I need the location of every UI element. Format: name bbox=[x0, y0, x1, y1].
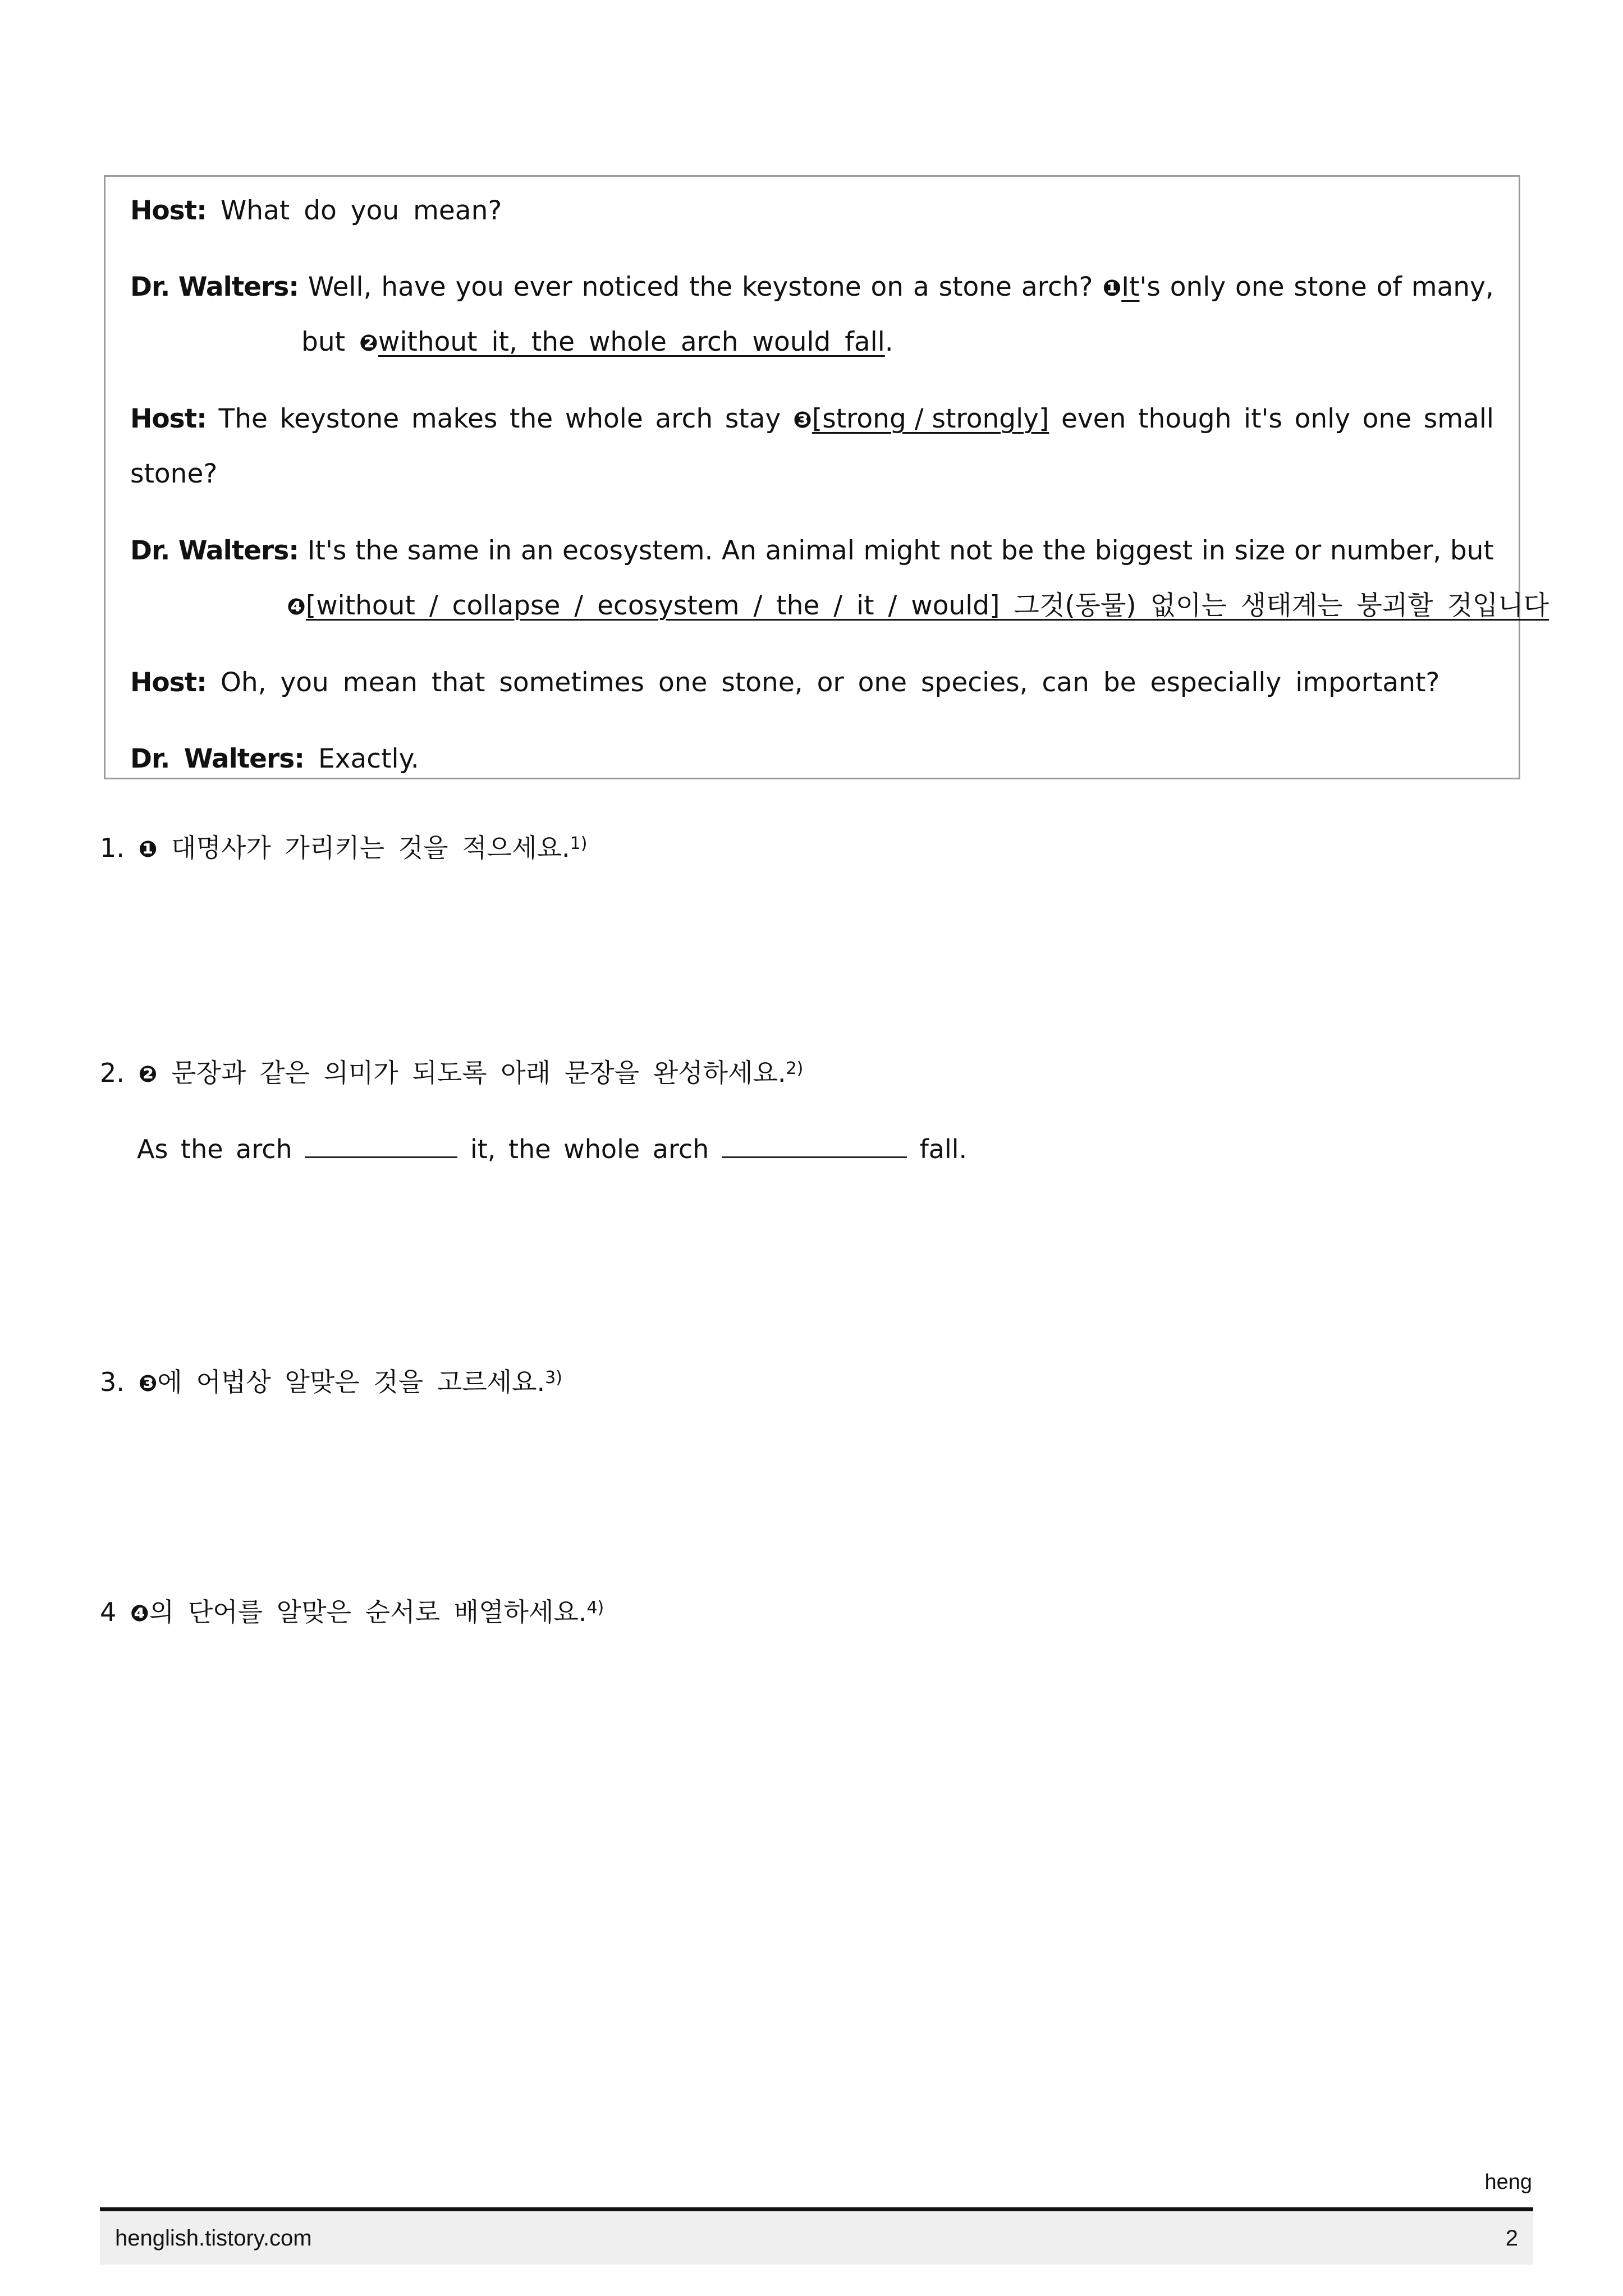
dialogue-line-7 bbox=[287, 589, 1549, 624]
dialogue-word: only bbox=[1294, 403, 1351, 434]
dialogue-line-9 bbox=[130, 742, 1494, 776]
dialogue-word: small bbox=[1423, 403, 1494, 434]
choice-bracket: [strong / strongly] bbox=[812, 403, 1049, 434]
dialogue-word: not bbox=[949, 535, 993, 566]
footnote-ref: 3) bbox=[545, 1368, 562, 1388]
dialogue-word: makes bbox=[411, 403, 498, 434]
underlined-pronoun: It bbox=[1121, 272, 1140, 302]
question-number: 2. bbox=[100, 1058, 125, 1088]
dialogue-word: arch bbox=[655, 403, 713, 434]
dialogue-word: you bbox=[455, 272, 504, 302]
speaker-host: Host: bbox=[130, 195, 207, 226]
question-number: 3. bbox=[100, 1367, 125, 1397]
dialogue-word: stone bbox=[1294, 272, 1367, 302]
dialogue-word: keystone bbox=[279, 403, 400, 434]
dialogue-word: but bbox=[1450, 535, 1494, 566]
footnote-ref: 4) bbox=[586, 1598, 604, 1618]
dialogue-word: biggest bbox=[1094, 535, 1193, 566]
dialogue-word: one bbox=[1362, 403, 1412, 434]
dialogue-word: a bbox=[913, 272, 929, 302]
question-number: 1. bbox=[100, 833, 125, 863]
dialogue-word: only bbox=[1170, 272, 1226, 302]
question-2 bbox=[100, 1052, 803, 1091]
underlined-phrase: without it, the whole arch would fall bbox=[378, 327, 885, 357]
footer-divider bbox=[100, 2207, 1533, 2211]
dialogue-word: stone bbox=[938, 272, 1012, 302]
dialogue-word: whole bbox=[565, 403, 643, 434]
circled-number-2: ❷ bbox=[138, 1062, 158, 1087]
dialogue-line-4 bbox=[130, 402, 1494, 437]
footnote-ref: 2) bbox=[786, 1059, 804, 1078]
dialogue-line-8 bbox=[130, 666, 1494, 700]
question-3 bbox=[100, 1361, 562, 1400]
dialogue-word: size bbox=[1234, 535, 1286, 566]
question-text: 의 단어를 알맞은 순서로 배열하세요. bbox=[149, 1597, 587, 1627]
speaker-host: Host: bbox=[130, 667, 207, 698]
dialogue-word: Well, bbox=[308, 272, 372, 302]
footer-site-link[interactable]: henglish.tistory.com bbox=[115, 2226, 312, 2251]
dialogue-line-6 bbox=[130, 534, 1494, 568]
dialogue-text: Oh, you mean that sometimes one stone, or one species, can be especially important? bbox=[220, 667, 1440, 698]
dialogue-word: many, bbox=[1411, 272, 1494, 302]
question-text: 대명사가 가리키는 것을 적으세요. bbox=[171, 833, 570, 863]
dialogue-word: it's bbox=[1244, 403, 1282, 434]
answer-sentence bbox=[137, 1129, 967, 1166]
answer-text: fall. bbox=[919, 1134, 968, 1164]
dialogue-word: number, bbox=[1329, 535, 1442, 566]
circled-number-4: ❹ bbox=[130, 1601, 149, 1627]
footer-tag: heng bbox=[1484, 2170, 1532, 2194]
dialogue-word: might bbox=[863, 535, 941, 566]
dialogue-text: 's bbox=[1139, 272, 1161, 302]
dialogue-word: stay bbox=[725, 403, 781, 434]
dialogue-word: same bbox=[407, 535, 479, 566]
dialogue-word: An bbox=[722, 535, 757, 566]
dialogue-text: . bbox=[884, 327, 893, 357]
answer-text: As the arch bbox=[137, 1134, 292, 1164]
speaker-dr-walters: Dr. Walters: bbox=[130, 535, 299, 566]
dialogue-word: ecosystem. bbox=[562, 535, 713, 566]
dialogue-word: It's bbox=[307, 535, 347, 566]
blank-1[interactable] bbox=[305, 1129, 457, 1158]
dialogue-word: the bbox=[689, 272, 733, 302]
dialogue-word: keystone bbox=[742, 272, 861, 302]
dialogue-line-2 bbox=[130, 270, 1494, 305]
dialogue-text: What do you mean? bbox=[220, 195, 502, 226]
circled-number-1: ❶ bbox=[1102, 275, 1122, 301]
dialogue-word: or bbox=[1294, 535, 1322, 566]
dialogue-word: though bbox=[1138, 403, 1232, 434]
question-text: 에 어법상 알맞은 것을 고르세요. bbox=[157, 1367, 545, 1397]
dialogue-word: even bbox=[1061, 403, 1126, 434]
footer-bar bbox=[100, 2211, 1533, 2265]
circled-number-2: ❷ bbox=[359, 330, 378, 356]
speaker-host: Host: bbox=[130, 403, 207, 434]
speaker-dr-walters: Dr. Walters: bbox=[130, 272, 299, 302]
dialogue-line-1 bbox=[130, 194, 1494, 228]
circled-number-3: ❸ bbox=[792, 407, 812, 433]
dialogue-word: have bbox=[381, 272, 446, 302]
footnote-ref: 1) bbox=[570, 834, 588, 853]
dialogue-word: ever bbox=[513, 272, 572, 302]
dialogue-word: on bbox=[870, 272, 904, 302]
dialogue-word: animal bbox=[765, 535, 855, 566]
dialogue-word: an bbox=[520, 535, 554, 566]
dialogue-word: of bbox=[1376, 272, 1402, 302]
dialogue-text: but bbox=[301, 327, 346, 357]
dialogue-word: arch? bbox=[1021, 272, 1093, 302]
grammar-choice bbox=[793, 402, 1049, 437]
blank-2[interactable] bbox=[722, 1129, 907, 1158]
speaker-dr-walters: Dr. Walters: bbox=[130, 743, 304, 774]
dialogue-word: one bbox=[1235, 272, 1285, 302]
dialogue-word: the bbox=[510, 403, 553, 434]
dialogue-word: The bbox=[218, 403, 268, 434]
dialogue-box bbox=[104, 175, 1549, 779]
circled-number-4: ❹ bbox=[287, 594, 306, 620]
answer-text: it, the whole arch bbox=[470, 1134, 709, 1164]
underlined-phrase: [without / collapse / ecosystem / the / it / would] 그것(동물) 없이는 생태계는 붕괴할 것입니다 bbox=[305, 590, 1549, 621]
question-1 bbox=[100, 827, 587, 866]
dialogue-word: noticed bbox=[581, 272, 680, 302]
dialogue-word: be bbox=[1001, 535, 1034, 566]
page-number: 2 bbox=[1505, 2226, 1518, 2251]
question-text: 문장과 같은 의미가 되도록 아래 문장을 완성하세요. bbox=[171, 1058, 786, 1088]
dialogue-word: the bbox=[1043, 535, 1086, 566]
dialogue-text: Exactly. bbox=[318, 743, 419, 774]
dialogue-line-3 bbox=[301, 325, 1494, 360]
circled-number-1: ❶ bbox=[138, 837, 158, 862]
question-4 bbox=[100, 1591, 604, 1631]
dialogue-word: in bbox=[1201, 535, 1226, 566]
dialogue-word: in bbox=[488, 535, 512, 566]
dialogue-word: the bbox=[355, 535, 399, 566]
question-number: 4 bbox=[100, 1597, 117, 1627]
circled-number-3: ❸ bbox=[138, 1371, 158, 1397]
dialogue-text: stone? bbox=[130, 458, 218, 489]
dialogue-line-5 bbox=[130, 457, 1494, 491]
referent-word bbox=[1102, 270, 1161, 305]
